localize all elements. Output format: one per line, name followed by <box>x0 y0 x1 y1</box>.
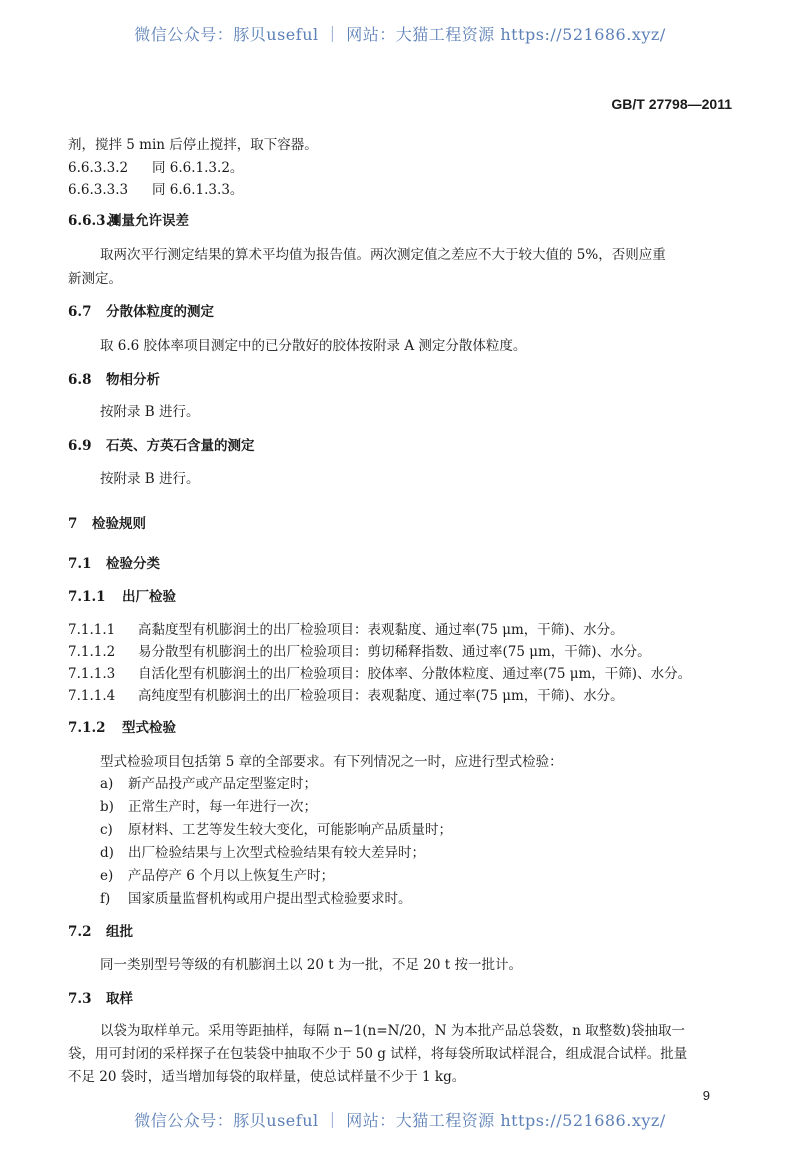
heading-7-1-2: 7.1.2 型式检验 <box>68 720 176 736</box>
list-item: b) 正常生产时，每一年进行一次； <box>100 799 317 815</box>
heading-6-8: 6.8 物相分析 <box>68 372 160 388</box>
list-item: c) 原材料、工艺等发生较大变化，可能影响产品质量时； <box>100 822 452 838</box>
clause-7-1-1-3: 7.1.1.3 自活化型有机膨润土的出厂检验项目：胶体率、分散体粒度、通过率(75 μm，干筛)、水分。 <box>68 666 692 682</box>
text-line: 按附录 B 进行。 <box>100 404 200 420</box>
text-line: 不足 20 袋时，适当增加每袋的取样量，使总试样量不少于 1 kg。 <box>68 1069 466 1085</box>
list-item: a) 新产品投产或产品定型鉴定时； <box>100 776 317 792</box>
text-line: 型式检验项目包括第 5 章的全部要求。有下列情况之一时，应进行型式检验： <box>100 754 563 770</box>
heading-7: 7 检验规则 <box>68 516 146 532</box>
text-line: 按附录 B 进行。 <box>100 471 200 487</box>
standard-code: GB/T 27798—2011 <box>611 96 732 112</box>
list-item: d) 出厂检验结果与上次型式检验结果有较大差异时； <box>100 845 425 861</box>
text-line: 以袋为取样单元。采用等距抽样，每隔 n−1(n=N/20，N 为本批产品总袋数，n 取整数)袋抽取一 <box>100 1023 686 1039</box>
clause-7-1-1-2: 7.1.1.2 易分散型有机膨润土的出厂检验项目：剪切稀释指数、通过率(75 μm，干筛)、水分。 <box>68 644 651 660</box>
text-line: 新测定。 <box>68 271 122 287</box>
heading-7-1: 7.1 检验分类 <box>68 556 160 572</box>
heading-6-6-3-4: 6.6.3.4测量允许误差 <box>68 213 189 229</box>
heading-7-1-1: 7.1.1 出厂检验 <box>68 589 176 605</box>
heading-7-2: 7.2 组批 <box>68 924 133 940</box>
clause-7-1-1-1: 7.1.1.1 高黏度型有机膨润土的出厂检验项目：表观黏度、通过率(75 μm，干筛)、水分。 <box>68 622 624 638</box>
list-item: e) 产品停产 6 个月以上恢复生产时； <box>100 868 335 884</box>
clause-6-6-3-3-2: 6.6.3.3.2 同 6.6.1.3.2。 <box>68 160 244 176</box>
text-line: 同一类别型号等级的有机膨润土以 20 t 为一批，不足 20 t 按一批计。 <box>100 957 522 973</box>
watermark-bottom: 微信公众号：豚贝useful ｜ 网站：大猫工程资源 https://521686.xyz/ <box>134 1111 666 1130</box>
text-line: 袋，用可封闭的采样探子在包装袋中抽取不少于 50 g 试样，将每袋所取试样混合，组成混合试样。批量 <box>68 1046 688 1062</box>
list-item: f) 国家质量监督机构或用户提出型式检验要求时。 <box>100 891 412 907</box>
clause-7-1-1-4: 7.1.1.4 高纯度型有机膨润土的出厂检验项目：表观黏度、通过率(75 μm，干筛)、水分。 <box>68 688 624 704</box>
heading-6-7: 6.7 分散体粒度的测定 <box>68 304 214 320</box>
text-line: 剂，搅拌 5 min 后停止搅拌，取下容器。 <box>68 137 318 153</box>
text-line: 取 6.6 胶体率项目测定中的已分散好的胶体按附录 A 测定分散体粒度。 <box>100 338 527 354</box>
heading-6-9: 6.9 石英、方英石含量的测定 <box>68 438 255 454</box>
heading-7-3: 7.3 取样 <box>68 991 133 1007</box>
page-number: 9 <box>702 1088 710 1103</box>
text-line: 取两次平行测定结果的算术平均值为报告值。两次测定值之差应不大于较大值的 5%，否则应重 <box>100 247 666 263</box>
clause-6-6-3-3-3: 6.6.3.3.3 同 6.6.1.3.3。 <box>68 182 244 198</box>
watermark-top: 微信公众号：豚贝useful ｜ 网站：大猫工程资源 https://521686.xyz/ <box>134 25 666 44</box>
